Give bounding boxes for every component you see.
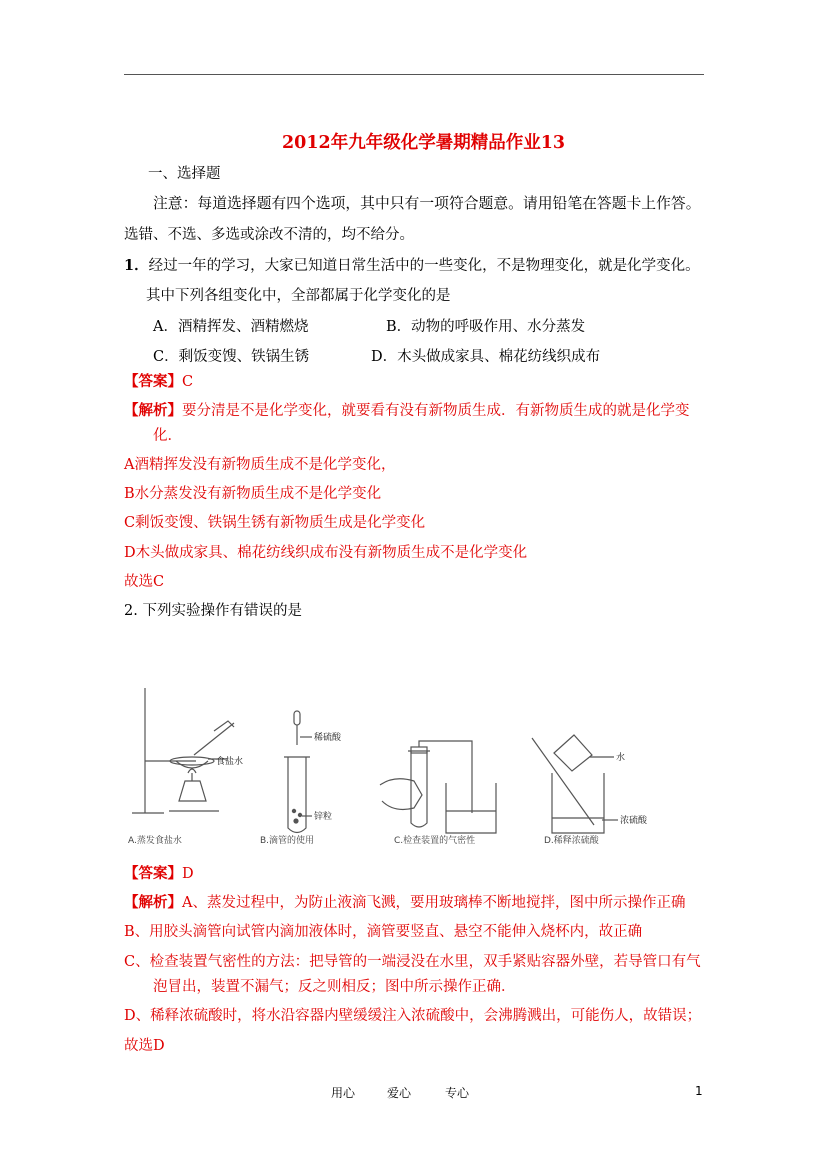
notice-line-2: 选错、不选、多选或涂改不清的，均不给分。	[124, 227, 414, 243]
q2-stem: 2. 下列实验操作有错误的是	[124, 603, 302, 619]
q1-answer	[124, 372, 193, 392]
q2-analysis-a	[124, 893, 685, 913]
q1-number: 1．	[124, 257, 149, 274]
q1-option-d: D．木头做成家具、棉花纺线织成布	[371, 349, 601, 365]
q2-conclusion: 故选D	[124, 1038, 165, 1054]
q2-answer-tag: 【答案】	[124, 865, 182, 882]
q2-answer	[124, 864, 194, 884]
q1-option-a: A．酒精挥发、酒精燃烧	[153, 319, 309, 335]
q1-answer-tag: 【答案】	[124, 373, 182, 390]
q1-stem-text: 经过一年的学习，大家已知道日常生活中的一些变化，不是物理变化，就是化学变化。	[148, 258, 700, 274]
q1-analysis-tag: 【解析】	[124, 402, 182, 419]
q2-analysis-c-2: 泡冒出，装置不漏气；反之则相反；图中所示操作正确．	[153, 979, 516, 995]
page-number: 1	[695, 1084, 703, 1098]
apparatus-d-dilution	[532, 735, 618, 833]
q2-analysis-tag: 【解析】	[124, 894, 182, 911]
label-conc-acid: 浓硫酸	[620, 816, 648, 826]
q2-figure	[124, 683, 648, 853]
section-heading: 一、选择题	[148, 166, 221, 182]
apparatus-c-airtight	[380, 741, 496, 833]
apparatus-a-evaporation	[132, 688, 234, 813]
caption-c: C.检查装置的气密性	[394, 836, 476, 846]
footer-word-3: 专心	[445, 1086, 470, 1100]
q1-analysis-a: A酒精挥发没有新物质生成不是化学变化，	[124, 457, 396, 473]
label-water: 水	[616, 753, 626, 763]
q1-analysis-line-1	[124, 401, 690, 421]
label-zinc: 锌粒	[314, 812, 333, 822]
lab-apparatus-figure	[124, 683, 648, 853]
q1-stem-line-2: 其中下列各组变化中，全部都属于化学变化的是	[146, 288, 451, 304]
q2-answer-value: D	[182, 866, 194, 882]
q1-answer-value: C	[182, 374, 194, 390]
q1-option-b: B．动物的呼吸作用、水分蒸发	[386, 319, 586, 335]
header-rule	[124, 74, 704, 75]
q1-option-c: C．剩饭变馊、铁锅生锈	[153, 349, 310, 365]
caption-b: B.滴管的使用	[260, 836, 315, 846]
q2-analysis-d: D、稀释浓硫酸时，将水沿容器内壁缓缓注入浓硫酸中，会沸腾溅出，可能伤人，故错误；	[124, 1008, 702, 1024]
q1-analysis-d: D木头做成家具、棉花纺线织成布没有新物质生成不是化学变化	[124, 545, 528, 561]
q1-conclusion: 故选C	[124, 574, 165, 590]
page-title: 2012年九年级化学暑期精品作业13	[282, 133, 566, 153]
label-salt-water: 食盐水	[216, 757, 244, 767]
q2-analysis-b: B、用胶头滴管向试管内滴加液体时，滴管要竖直、悬空不能伸入烧杯内，故正确	[124, 924, 643, 940]
q1-analysis-line-2: 化．	[153, 428, 182, 444]
footer-word-2: 爱心	[387, 1086, 412, 1100]
q1-stem-line-1	[124, 256, 700, 276]
notice-line-1: 注意：每道选择题有四个选项，其中只有一项符合题意。请用铅笔在答题卡上作答。	[153, 195, 701, 212]
q1-analysis-b: B水分蒸发没有新物质生成不是化学变化	[124, 486, 382, 502]
label-dilute-acid: 稀硫酸	[314, 733, 342, 743]
caption-d: D.稀释浓硫酸	[544, 836, 599, 846]
q2-analysis-a-text: A、蒸发过程中，为防止液滴飞溅，要用玻璃棒不断地搅拌，图中所示操作正确	[182, 895, 686, 911]
caption-a: A.蒸发食盐水	[128, 836, 182, 846]
q1-analysis-text: 要分清是不是化学变化，就要看有没有新物质生成．有新物质生成的就是化学变	[182, 403, 690, 419]
footer-word-1: 用心	[331, 1086, 356, 1100]
apparatus-b-dropper	[284, 711, 312, 833]
q2-analysis-c-1: C、检查装置气密性的方法：把导管的一端浸没在水里，双手紧贴容器外壁，若导管口有气	[124, 954, 701, 970]
q1-analysis-c: C剩饭变馊、铁锅生锈有新物质生成是化学变化	[124, 515, 426, 531]
